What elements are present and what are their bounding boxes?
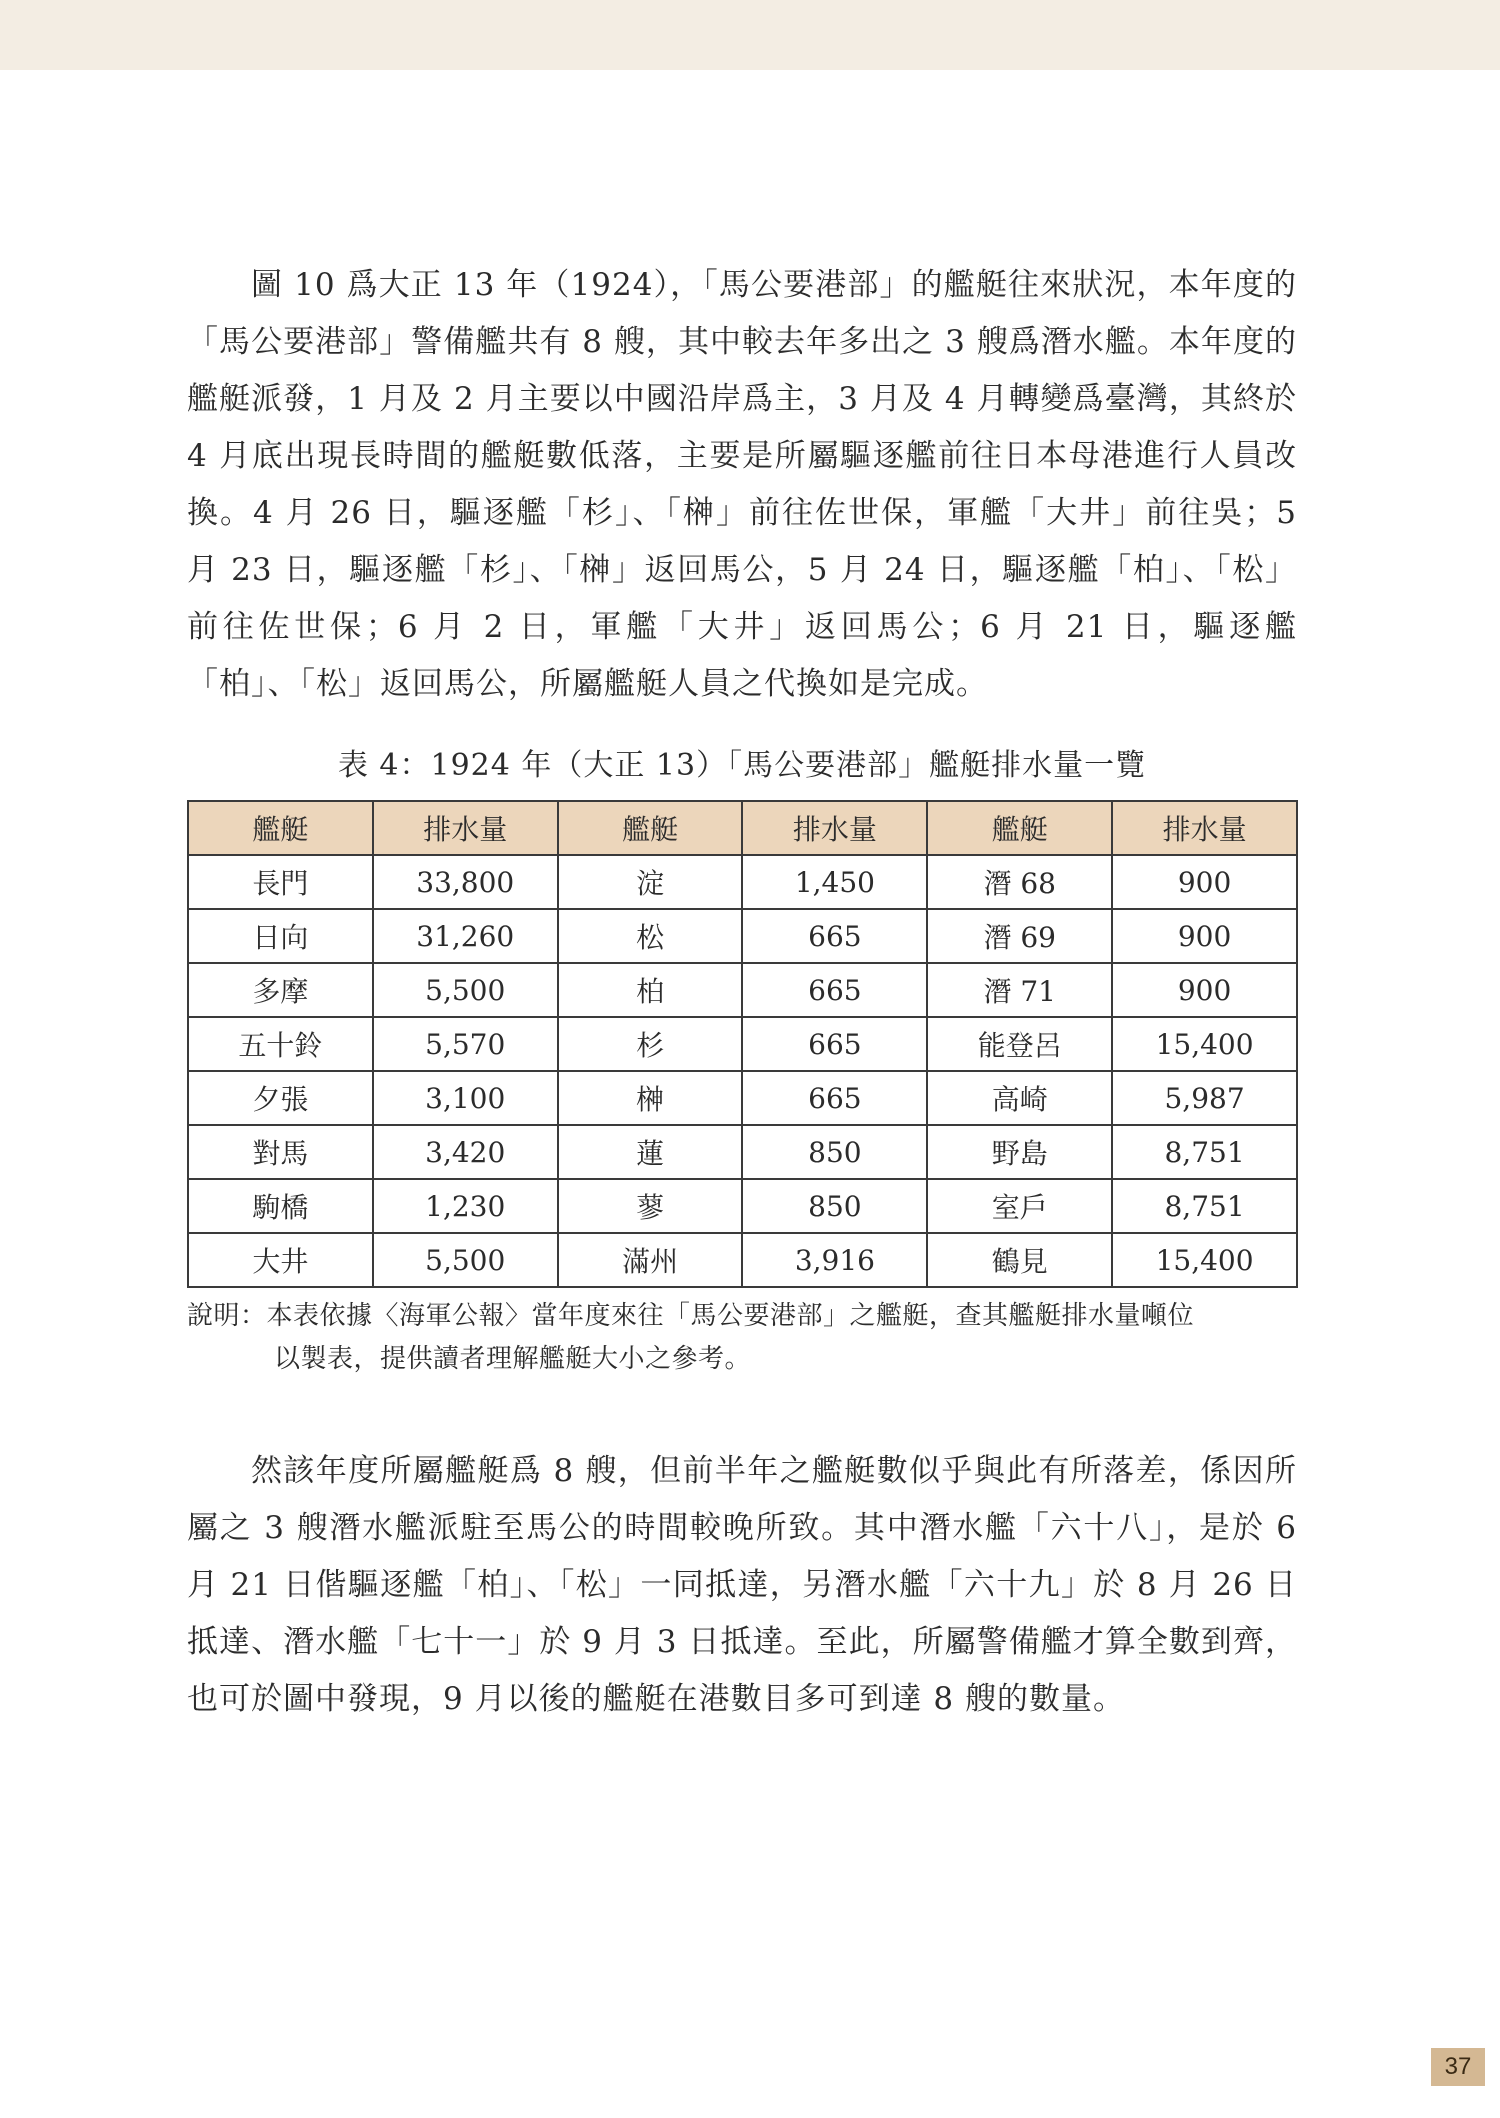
table-cell: 1,450 (742, 855, 927, 909)
table-cell: 滿州 (558, 1233, 743, 1287)
table-cell: 850 (742, 1125, 927, 1179)
table-row (188, 1233, 1297, 1287)
table-row (188, 855, 1297, 909)
table-cell: 5,987 (1112, 1071, 1297, 1125)
page-number: 37 (1431, 2048, 1485, 2086)
table-note-line-2: 以製表，提供讀者理解艦艇大小之參考。 (274, 1344, 752, 1374)
table-note (187, 1295, 1297, 1381)
table-cell: 665 (742, 963, 927, 1017)
table-cell: 能登呂 (927, 1017, 1112, 1071)
table-cell: 5,500 (373, 1233, 558, 1287)
table-cell: 五十鈴 (188, 1017, 373, 1071)
table-row (188, 1179, 1297, 1233)
header-cell: 排水量 (1112, 801, 1297, 855)
table-note-line-1: 說明：本表依據〈海軍公報〉當年度來往「馬公要港部」之艦艇，查其艦艇排水量噸位 (187, 1301, 1195, 1331)
table-cell: 駒橋 (188, 1179, 373, 1233)
table-cell: 1,230 (373, 1179, 558, 1233)
table-cell: 杉 (558, 1017, 743, 1071)
table-cell: 潛 71 (927, 963, 1112, 1017)
table-cell: 長門 (188, 855, 373, 909)
table-cell: 900 (1112, 909, 1297, 963)
table-cell: 3,420 (373, 1125, 558, 1179)
table-cell: 高崎 (927, 1071, 1112, 1125)
table-cell: 33,800 (373, 855, 558, 909)
table-row (188, 909, 1297, 963)
table-cell: 900 (1112, 963, 1297, 1017)
table-cell: 665 (742, 1071, 927, 1125)
table-cell: 夕張 (188, 1071, 373, 1125)
table-cell: 15,400 (1112, 1017, 1297, 1071)
table-cell: 多摩 (188, 963, 373, 1017)
table-cell: 蓼 (558, 1179, 743, 1233)
table-row (188, 1071, 1297, 1125)
body-paragraph-1: 圖 10 爲大正 13 年（1924），「馬公要港部」的艦艇往來狀況，本年度的「馬公要港部」警備艦共有 8 艘，其中較去年多出之 3 艘爲潛水艦。本年度的艦艇派發，1 月及 2 月主要以中國沿岸爲主，3 月及 4 月轉變爲臺灣，其終於 4 月底出現長時間的艦艇數低落，主要是所屬驅逐艦前往日本母港進行人員改換。4 月 26 日，驅逐艦「杉」、「榊」前往佐世保，軍艦「大井」前往吳；5 月 23 日，驅逐艦「杉」、「榊」返回馬公，5 月 24 日，驅逐艦「柏」、「松」前往佐世保；6 月 2 日，軍艦「大井」返回馬公；6 月 21 日，驅逐艦「柏」、「松」返回馬公，所屬艦艇人員之代換如是完成。 (187, 267, 1297, 702)
table-cell: 潛 69 (927, 909, 1112, 963)
table-caption: 表 4：1924 年（大正 13）「馬公要港部」艦艇排水量一覽 (337, 748, 1147, 783)
table-cell: 15,400 (1112, 1233, 1297, 1287)
table-cell: 潛 68 (927, 855, 1112, 909)
table-cell: 野島 (927, 1125, 1112, 1179)
header-cell: 排水量 (742, 801, 927, 855)
header-cell: 排水量 (373, 801, 558, 855)
table-cell: 850 (742, 1179, 927, 1233)
body-paragraph-2: 然該年度所屬艦艇爲 8 艘，但前半年之艦艇數似乎與此有所落差，係因所屬之 3 艘潛水艦派駐至馬公的時間較晚所致。其中潛水艦「六十八」，是於 6 月 21 日偕驅逐艦「柏」、「松」一同抵達，另潛水艦「六十九」於 8 月 26 日抵達、潛水艦「七十一」於 9 月 3 日抵達。至此，所屬警備艦才算全數到齊，也可於圖中發現，9 月以後的艦艇在港數目多可到達 8 艘的數量。 (187, 1453, 1297, 1717)
table-cell: 900 (1112, 855, 1297, 909)
table-cell: 5,500 (373, 963, 558, 1017)
table-cell: 對馬 (188, 1125, 373, 1179)
table-cell: 室戶 (927, 1179, 1112, 1233)
header-cell: 艦艇 (927, 801, 1112, 855)
table-row (188, 963, 1297, 1017)
table-cell: 鶴見 (927, 1233, 1112, 1287)
table-cell: 5,570 (373, 1017, 558, 1071)
table-cell: 柏 (558, 963, 743, 1017)
table-row (188, 1125, 1297, 1179)
header-cell: 艦艇 (188, 801, 373, 855)
table-cell: 蓮 (558, 1125, 743, 1179)
table-cell: 大井 (188, 1233, 373, 1287)
table-cell: 31,260 (373, 909, 558, 963)
table-cell: 榊 (558, 1071, 743, 1125)
header-cell: 艦艇 (558, 801, 743, 855)
table-cell: 665 (742, 909, 927, 963)
table-cell: 665 (742, 1017, 927, 1071)
displacement-table (187, 800, 1298, 1288)
table-cell: 8,751 (1112, 1125, 1297, 1179)
page-top-band (0, 0, 1500, 70)
table-header-row (188, 801, 1297, 855)
table-cell: 8,751 (1112, 1179, 1297, 1233)
table-cell: 松 (558, 909, 743, 963)
table-row (188, 1017, 1297, 1071)
table-cell: 淀 (558, 855, 743, 909)
table-cell: 3,100 (373, 1071, 558, 1125)
table-cell: 3,916 (742, 1233, 927, 1287)
table-cell: 日向 (188, 909, 373, 963)
